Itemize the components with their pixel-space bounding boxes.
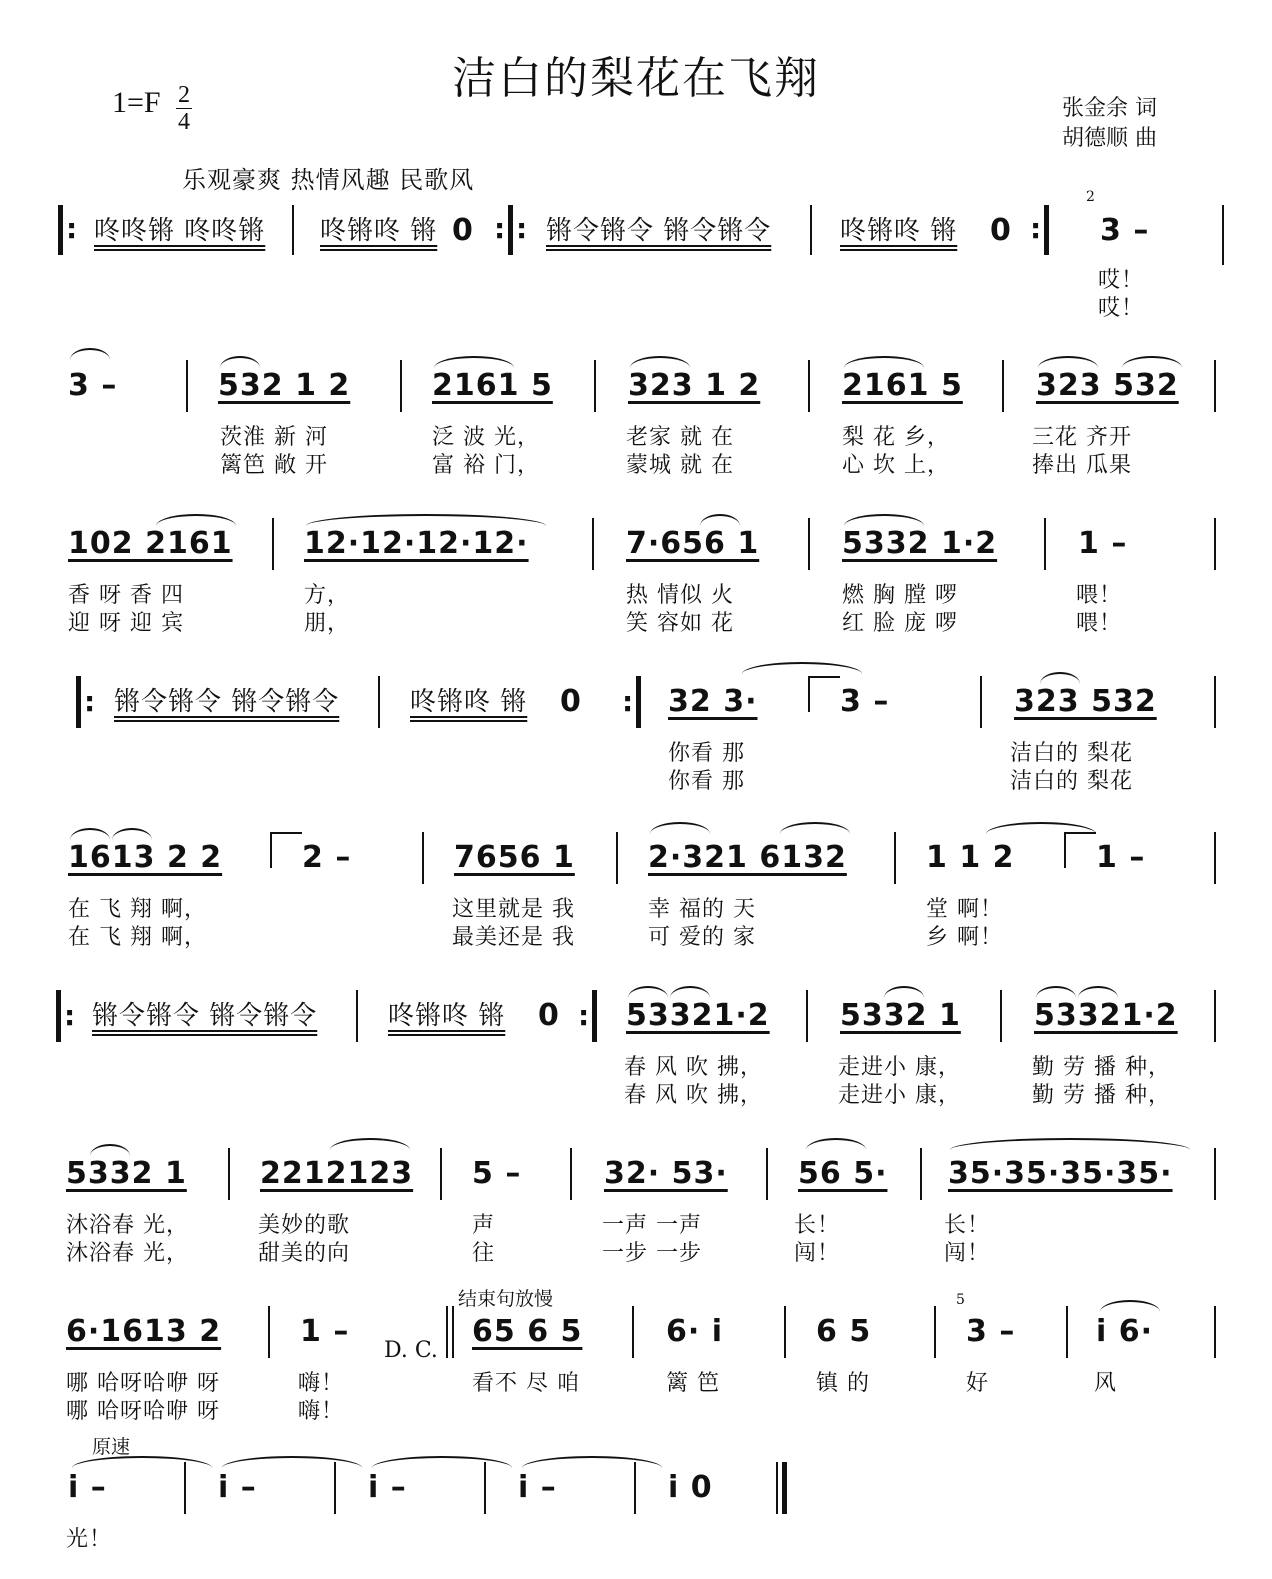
- barline: [1044, 518, 1046, 570]
- slur: [306, 514, 546, 526]
- repeat-bar: [508, 205, 513, 255]
- notes: 2·321 6132: [648, 840, 847, 875]
- repeat-dots: :: [516, 212, 528, 245]
- notes: 7·656 1: [626, 526, 760, 561]
- barline: [400, 360, 402, 412]
- barline: [1214, 1306, 1216, 1358]
- percussion-measure: 咚锵咚 锵: [320, 216, 438, 246]
- lyric-verse-1: 这里就是 我: [452, 897, 575, 922]
- lyric-verse-2: 篱笆 敞 开: [220, 453, 328, 478]
- lyric-verse-2: 笑 容如 花: [626, 611, 734, 636]
- notes: 7656 1: [454, 840, 575, 875]
- barline: [1214, 518, 1216, 570]
- slur: [434, 356, 514, 368]
- slur: [156, 514, 236, 526]
- lyric-verse-2: 闯！: [944, 1241, 991, 1266]
- barline: [934, 1306, 936, 1358]
- barline: [1214, 832, 1216, 884]
- barline: [806, 990, 808, 1042]
- credits: [1062, 94, 1157, 154]
- notes: 56 5·: [798, 1156, 888, 1191]
- slur: [670, 986, 710, 998]
- lyric-verse-2: 沐浴春 光，: [66, 1241, 189, 1266]
- slur: [1122, 356, 1182, 368]
- key-signature: 1=F: [112, 86, 161, 119]
- repeat-dots: :: [1030, 212, 1042, 245]
- barline: [228, 1148, 230, 1200]
- barline: [452, 1306, 454, 1358]
- second-ending-bracket: [270, 832, 302, 868]
- lyric-verse-1: 幸 福的 天: [648, 897, 756, 922]
- repeat-dots: :: [66, 212, 78, 245]
- notes: 2212123: [260, 1156, 414, 1191]
- rest: 0: [538, 998, 560, 1033]
- lyric-verse-1: 篱 笆: [666, 1371, 720, 1396]
- rest: 0: [990, 213, 1012, 248]
- time-signature: [176, 82, 192, 135]
- lyric-verse-1: 三花 齐开: [1032, 425, 1132, 450]
- repeat-dots: :: [622, 685, 634, 718]
- barline: [634, 1462, 636, 1514]
- slur: [650, 822, 710, 834]
- a-tempo-marking: 原速: [92, 1436, 131, 1458]
- lyric-verse-2: 春 风 吹 拂，: [624, 1083, 763, 1108]
- lyric-verse-1: 茨淮 新 河: [220, 425, 328, 450]
- lyric-verse-1: 长！: [944, 1213, 991, 1238]
- rest: 0: [452, 213, 474, 248]
- lyric-verse-1: 沐浴春 光，: [66, 1213, 189, 1238]
- slur: [780, 822, 850, 834]
- barline: [1066, 1306, 1068, 1358]
- barline: [378, 676, 380, 728]
- lyric-verse-2: 迎 呀 迎 宾: [68, 611, 184, 636]
- barline: [810, 205, 812, 255]
- lyric-verse-1: 春 风 吹 拂，: [624, 1055, 763, 1080]
- system-5: [0, 832, 1272, 952]
- barline: [920, 1148, 922, 1200]
- final-barline-thick: [782, 1462, 787, 1514]
- tie: [742, 662, 862, 674]
- lyric-verse-1: 哪 哈呀哈咿 呀: [66, 1371, 220, 1396]
- lyric-verse-1: 梨 花 乡，: [842, 425, 950, 450]
- barline: [1000, 990, 1002, 1042]
- lyric-verse-2: 喂！: [1076, 611, 1123, 636]
- slur: [844, 514, 924, 526]
- notes: 32· 53·: [604, 1156, 728, 1191]
- slur: [1036, 986, 1076, 998]
- barline: [1002, 360, 1004, 412]
- notes: 323 532: [1014, 684, 1157, 719]
- tie: [222, 1456, 362, 1468]
- notes: i –: [368, 1470, 407, 1505]
- lyric-verse-1: 喂！: [1076, 583, 1123, 608]
- barline: [808, 518, 810, 570]
- slur: [1078, 986, 1118, 998]
- barline: [594, 360, 596, 412]
- repeat-dots: :: [494, 212, 506, 245]
- lyric-verse-2: 富 裕 门，: [432, 453, 540, 478]
- final-barline: [776, 1462, 778, 1514]
- lyric-verse-1: 老家 就 在: [626, 425, 734, 450]
- lyric-verse-2: 洁白的 梨花: [1010, 769, 1133, 794]
- tie: [986, 822, 1096, 834]
- lyric-verse-1: 泛 波 光，: [432, 425, 540, 450]
- barline: [592, 518, 594, 570]
- lyricist: 张金余 词: [1062, 96, 1157, 121]
- ritardando-marking: 结束句放慢: [458, 1288, 554, 1310]
- lyric-verse-2: 嗨！: [298, 1399, 345, 1424]
- system-6: [0, 990, 1272, 1110]
- repeat-end-bar: [1044, 205, 1049, 255]
- system-1: [0, 189, 1272, 321]
- percussion-measure: 锵令锵令 锵令锵令: [114, 687, 340, 717]
- lyric-verse-2: 可 爱的 家: [648, 925, 756, 950]
- slur: [628, 986, 668, 998]
- notes: 1613 2 2: [68, 840, 223, 875]
- slur: [1038, 356, 1098, 368]
- da-capo: D. C.: [384, 1338, 438, 1363]
- barline: [784, 1306, 786, 1358]
- barline: [808, 360, 810, 412]
- barline: [184, 1462, 186, 1514]
- repeat-dots: :: [578, 999, 590, 1032]
- notes: 5 –: [472, 1156, 522, 1191]
- notes: 1 –: [300, 1314, 350, 1349]
- lyric-verse-1: 一声 一声: [602, 1213, 702, 1238]
- lyric-final: 光！: [66, 1527, 113, 1552]
- system-4: [0, 676, 1272, 796]
- notes: 53321·2: [1034, 998, 1178, 1033]
- barline: [980, 676, 982, 728]
- lyric-verse-2: 走进小 康，: [838, 1083, 961, 1108]
- barline: [1214, 990, 1216, 1042]
- time-top: 2: [178, 82, 190, 108]
- slur: [330, 1138, 410, 1150]
- slur: [220, 356, 260, 368]
- ending-bracket: [1064, 832, 1096, 868]
- barline: [1214, 676, 1216, 728]
- repeat-start-bar: [76, 676, 81, 728]
- barline: [484, 1462, 486, 1514]
- system-2: [0, 360, 1272, 480]
- barline: [894, 832, 896, 884]
- notes: 3 –: [68, 368, 118, 403]
- notes: 53321·2: [626, 998, 770, 1033]
- repeat-end-bar: [592, 990, 597, 1042]
- barline: [356, 990, 358, 1042]
- notes: i 6·: [1096, 1314, 1153, 1349]
- rest: 0: [560, 684, 582, 719]
- notes: 3 –: [966, 1314, 1016, 1349]
- notes: 6· i: [666, 1314, 723, 1349]
- notes: i –: [68, 1470, 107, 1505]
- barline: [422, 832, 424, 884]
- notes: 2161 5: [432, 368, 553, 403]
- slur: [806, 1138, 866, 1150]
- barline: [1214, 360, 1216, 412]
- lyric-verse-2: 闯！: [794, 1241, 841, 1266]
- barline: [268, 1306, 270, 1358]
- barline: [616, 832, 618, 884]
- lyric-verse-2: 哎！: [1098, 296, 1145, 321]
- barline: [292, 205, 294, 255]
- lyric-verse-1: 哎！: [1098, 268, 1145, 293]
- notes: 532 1 2: [218, 368, 351, 403]
- lyric-verse-1: 看不 尽 咱: [472, 1371, 580, 1396]
- grace-note: 5: [956, 1292, 965, 1308]
- lyric-verse-2: 朋，: [304, 611, 351, 636]
- repeat-start-bar: [58, 205, 63, 255]
- notes: 3 –: [1100, 213, 1150, 248]
- lyric-verse-2: 在 飞 翔 啊，: [68, 925, 207, 950]
- lyric-verse-2: 蒙城 就 在: [626, 453, 734, 478]
- notes: i –: [218, 1470, 257, 1505]
- notes: 1 1 2: [926, 840, 1015, 875]
- notes: 5332 1: [840, 998, 961, 1033]
- percussion-measure: 锵令锵令 锵令锵令: [92, 1001, 318, 1031]
- lyric-verse-1: 长！: [794, 1213, 841, 1238]
- barline: [186, 360, 188, 412]
- slur: [884, 986, 924, 998]
- grace-note: 2: [1086, 189, 1095, 205]
- repeat-start-bar: [56, 990, 61, 1042]
- lyric-verse-1: 方，: [304, 583, 351, 608]
- lyric-verse-2: 捧出 瓜果: [1032, 453, 1132, 478]
- notes: 5332 1: [66, 1156, 187, 1191]
- barline: [272, 518, 274, 570]
- notes: 6·1613 2: [66, 1314, 222, 1349]
- slur: [844, 356, 924, 368]
- barline: [446, 1306, 448, 1358]
- lyric-verse-1: 堂 啊！: [926, 897, 1003, 922]
- notes: 1 –: [1096, 840, 1146, 875]
- composer: 胡德顺 曲: [1062, 126, 1157, 151]
- notes: 2161 5: [842, 368, 963, 403]
- repeat-end-bar: [636, 676, 641, 728]
- notes: 12·12·12·12·: [304, 526, 529, 561]
- notes: 5332 1·2: [842, 526, 998, 561]
- percussion-measure: 咚咚锵 咚咚锵: [94, 216, 266, 246]
- barline: [1214, 1148, 1216, 1200]
- lyric-verse-1: 声: [472, 1213, 496, 1238]
- lyric-verse-2: 心 坎 上，: [842, 453, 950, 478]
- barline: [570, 1148, 572, 1200]
- lyric-verse-1: 走进小 康，: [838, 1055, 961, 1080]
- lyric-verse-1: 洁白的 梨花: [1010, 741, 1133, 766]
- lyric-verse-1: 勤 劳 播 种，: [1032, 1055, 1171, 1080]
- slur: [70, 348, 110, 360]
- notes: i –: [518, 1470, 557, 1505]
- slur: [1040, 672, 1080, 684]
- percussion-measure: 咚锵咚 锵: [388, 1001, 506, 1031]
- notes: i 0: [668, 1470, 713, 1505]
- tie: [372, 1456, 512, 1468]
- notes: 323 1 2: [628, 368, 761, 403]
- tie: [522, 1456, 662, 1468]
- notes: 1 –: [1078, 526, 1128, 561]
- percussion-measure: 咚锵咚 锵: [410, 687, 528, 717]
- barline: [334, 1462, 336, 1514]
- lyric-verse-2: 一步 一步: [602, 1241, 702, 1266]
- lyric-verse-2: 甜美的向: [258, 1241, 351, 1266]
- system-8: [0, 1288, 1272, 1426]
- barline: [1222, 205, 1224, 265]
- barline: [440, 1148, 442, 1200]
- slur: [112, 828, 152, 840]
- slur: [630, 356, 690, 368]
- lyric-verse-1: 在 飞 翔 啊，: [68, 897, 207, 922]
- lyric-verse-1: 热 情似 火: [626, 583, 734, 608]
- lyric-verse-1: 美妙的歌: [258, 1213, 351, 1238]
- system-9: [0, 1436, 1272, 1572]
- lyric-verse-2: 哪 哈呀哈咿 呀: [66, 1399, 220, 1424]
- lyric-verse-1: 好: [966, 1371, 990, 1396]
- lyric-verse-1: 你看 那: [668, 741, 745, 766]
- tempo-marking: 乐观豪爽 热情风趣 民歌风: [182, 166, 475, 194]
- notes: 2 –: [302, 840, 352, 875]
- lyric-verse-2: 红 脸 庞 啰: [842, 611, 958, 636]
- notes: 323 532: [1036, 368, 1179, 403]
- lyric-verse-1: 燃 胸 膛 啰: [842, 583, 958, 608]
- song-title: 洁白的梨花在飞翔: [452, 53, 820, 104]
- first-ending-bracket: [808, 676, 840, 712]
- percussion-measure: 锵令锵令 锵令锵令: [546, 216, 772, 246]
- slur: [1100, 1300, 1160, 1312]
- lyric-verse-2: 乡 啊！: [926, 925, 1003, 950]
- lyric-verse-2: 你看 那: [668, 769, 745, 794]
- lyric-verse-2: 往: [472, 1241, 496, 1266]
- lyric-verse-1: 风: [1094, 1371, 1118, 1396]
- slur: [90, 1144, 130, 1156]
- notes: 6 5: [816, 1314, 872, 1349]
- barline: [766, 1148, 768, 1200]
- lyric-verse-1: 镇 的: [816, 1371, 870, 1396]
- lyric-verse-1: 嗨！: [298, 1371, 345, 1396]
- notes: 32 3·: [668, 684, 758, 719]
- system-7: [0, 1148, 1272, 1268]
- slur: [950, 1138, 1190, 1150]
- system-3: [0, 518, 1272, 638]
- barline: [632, 1306, 634, 1358]
- slur: [70, 828, 110, 840]
- notes: 35·35·35·35·: [948, 1156, 1173, 1191]
- lyric-verse-1: 香 呀 香 四: [68, 583, 184, 608]
- percussion-measure: 咚锵咚 锵: [840, 216, 958, 246]
- time-bottom: 4: [178, 109, 190, 135]
- notes: 102 2161: [68, 526, 233, 561]
- notes: 65 6 5: [472, 1314, 583, 1349]
- lyric-verse-2: 最美还是 我: [452, 925, 575, 950]
- lyric-verse-2: 勤 劳 播 种，: [1032, 1083, 1171, 1108]
- repeat-dots: :: [64, 999, 76, 1032]
- notes: 3 –: [840, 684, 890, 719]
- slur: [700, 514, 740, 526]
- repeat-dots: :: [84, 685, 96, 718]
